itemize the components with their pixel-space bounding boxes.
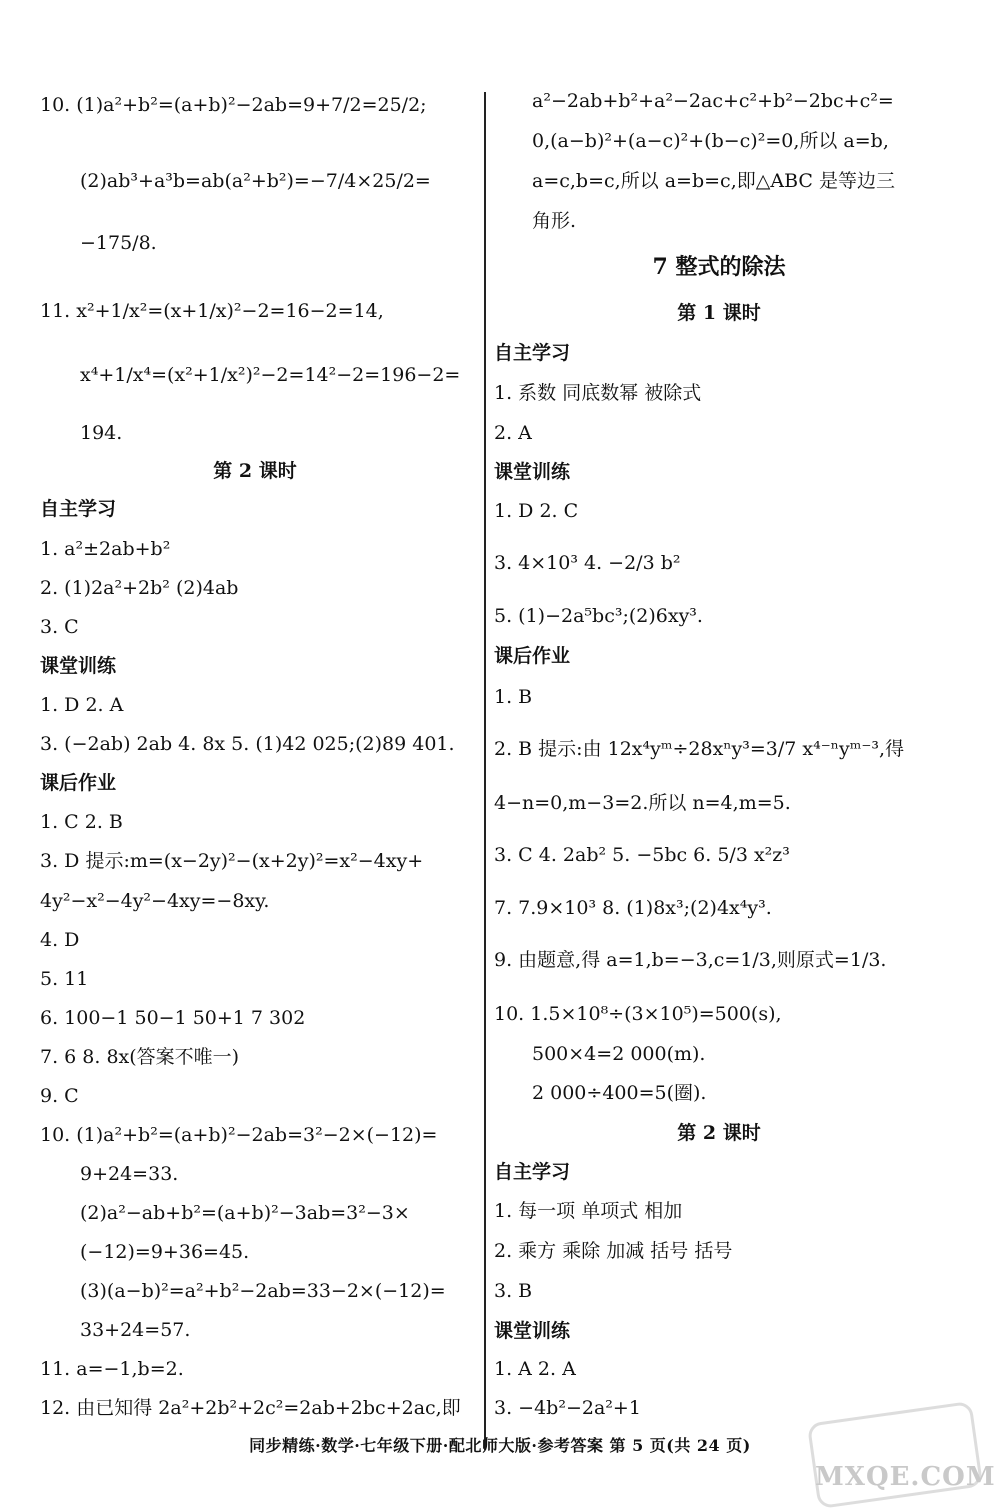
left-line-25: (2)a²−ab+b²=(a+b)²−3ab=3²−3× (80, 1202, 410, 1224)
left-line-19: 5. 11 (40, 968, 89, 990)
left-line-18: 4. D (40, 929, 80, 951)
left-line-1: (2)ab³+a³b=ab(a²+b²)=−7/4×25/2= (80, 170, 431, 192)
left-line-5: 194. (80, 422, 123, 444)
left-line-22: 9. C (40, 1085, 79, 1107)
left-line-9: 2. (1)2a²+2b² (2)4ab (40, 577, 239, 599)
left-line-16: 3. D 提示:m=(x−2y)²−(x+2y)²=x²−4xy+ (40, 850, 424, 872)
right-line-25: 1. 每一项 单项式 相加 (494, 1200, 683, 1222)
right-line-2: a=c,b=c,所以 a=b=c,即△ABC 是等边三 (532, 170, 895, 192)
left-line-29: 11. a=−1,b=2. (40, 1358, 184, 1380)
right-line-18: 7. 7.9×10³ 8. (1)8x³;(2)4x⁴y³. (494, 897, 772, 919)
right-line-17: 3. C 4. 2ab² 5. −5bc 6. 5/3 x²z³ (494, 844, 790, 866)
right-line-13: 课后作业 (494, 645, 571, 667)
right-line-6: 自主学习 (494, 342, 571, 364)
left-line-8: 1. a²±2ab+b² (40, 538, 171, 560)
left-line-2: −175/8. (80, 232, 157, 254)
left-line-28: 33+24=57. (80, 1319, 191, 1341)
left-line-23: 10. (1)a²+b²=(a+b)²−2ab=3²−2×(−12)= (40, 1124, 438, 1146)
right-line-1: 0,(a−b)²+(a−c)²+(b−c)²=0,所以 a=b, (532, 130, 889, 152)
right-line-15: 2. B 提示:由 12x⁴yᵐ÷28xⁿy³=3/7 x⁴⁻ⁿyᵐ⁻³,得 (494, 738, 905, 760)
right-line-29: 1. A 2. A (494, 1358, 576, 1380)
right-line-23: 第 2 课时 (677, 1122, 761, 1144)
right-line-12: 5. (1)−2a⁵bc³;(2)6xy³. (494, 605, 703, 627)
right-line-4: 7 整式的除法 (652, 254, 786, 280)
left-line-30: 12. 由已知得 2a²+2b²+2c²=2ab+2bc+2ac,即 (40, 1397, 461, 1419)
left-line-11: 课堂训练 (40, 655, 117, 677)
right-line-19: 9. 由题意,得 a=1,b=−3,c=1/3,则原式=1/3. (494, 949, 887, 971)
left-line-27: (3)(a−b)²=a²+b²−2ab=33−2×(−12)= (80, 1280, 446, 1302)
left-line-15: 1. C 2. B (40, 811, 123, 833)
left-line-3: 11. x²+1/x²=(x+1/x)²−2=16−2=14, (40, 300, 384, 322)
left-line-10: 3. C (40, 616, 79, 638)
right-line-11: 3. 4×10³ 4. −2/3 b² (494, 552, 681, 574)
right-line-5: 第 1 课时 (677, 302, 761, 324)
right-line-3: 角形. (532, 210, 577, 232)
right-line-0: a²−2ab+b²+a²−2ac+c²+b²−2bc+c²= (532, 90, 894, 112)
right-line-14: 1. B (494, 686, 533, 708)
left-line-4: x⁴+1/x⁴=(x²+1/x²)²−2=14²−2=196−2= (80, 364, 461, 386)
right-line-9: 课堂训练 (494, 461, 571, 483)
right-line-21: 500×4=2 000(m). (532, 1043, 706, 1065)
left-line-7: 自主学习 (40, 498, 117, 520)
column-divider (484, 92, 486, 1450)
right-line-20: 10. 1.5×10⁸÷(3×10⁵)=500(s), (494, 1003, 782, 1025)
right-line-16: 4−n=0,m−3=2.所以 n=4,m=5. (494, 792, 791, 814)
right-line-8: 2. A (494, 422, 532, 444)
left-line-13: 3. (−2ab) 2ab 4. 8x 5. (1)42 025;(2)89 401. (40, 733, 455, 755)
right-line-7: 1. 系数 同底数幂 被除式 (494, 382, 702, 404)
left-line-17: 4y²−x²−4y²−4xy=−8xy. (40, 890, 270, 912)
right-line-26: 2. 乘方 乘除 加减 括号 括号 (494, 1240, 733, 1262)
left-line-6: 第 2 课时 (213, 460, 297, 482)
left-line-14: 课后作业 (40, 772, 117, 794)
right-line-27: 3. B (494, 1280, 533, 1302)
left-line-12: 1. D 2. A (40, 694, 124, 716)
right-line-28: 课堂训练 (494, 1320, 571, 1342)
right-line-24: 自主学习 (494, 1161, 571, 1183)
left-line-26: (−12)=9+36=45. (80, 1241, 250, 1263)
left-line-20: 6. 100−1 50−1 50+1 7 302 (40, 1007, 306, 1029)
right-line-30: 3. −4b²−2a²+1 (494, 1397, 641, 1419)
right-line-22: 2 000÷400=5(圈). (532, 1082, 707, 1104)
left-line-24: 9+24=33. (80, 1163, 179, 1185)
watermark-stamp (807, 1401, 983, 1509)
left-line-21: 7. 6 8. 8x(答案不唯一) (40, 1046, 240, 1068)
watermark-text: MXQE.COM (815, 1462, 996, 1492)
right-line-10: 1. D 2. C (494, 500, 579, 522)
page-footer: 同步精练·数学·七年级下册·配北师大版·参考答案 第 5 页(共 24 页) (249, 1436, 751, 1455)
left-line-0: 10. (1)a²+b²=(a+b)²−2ab=9+7/2=25/2; (40, 94, 427, 116)
